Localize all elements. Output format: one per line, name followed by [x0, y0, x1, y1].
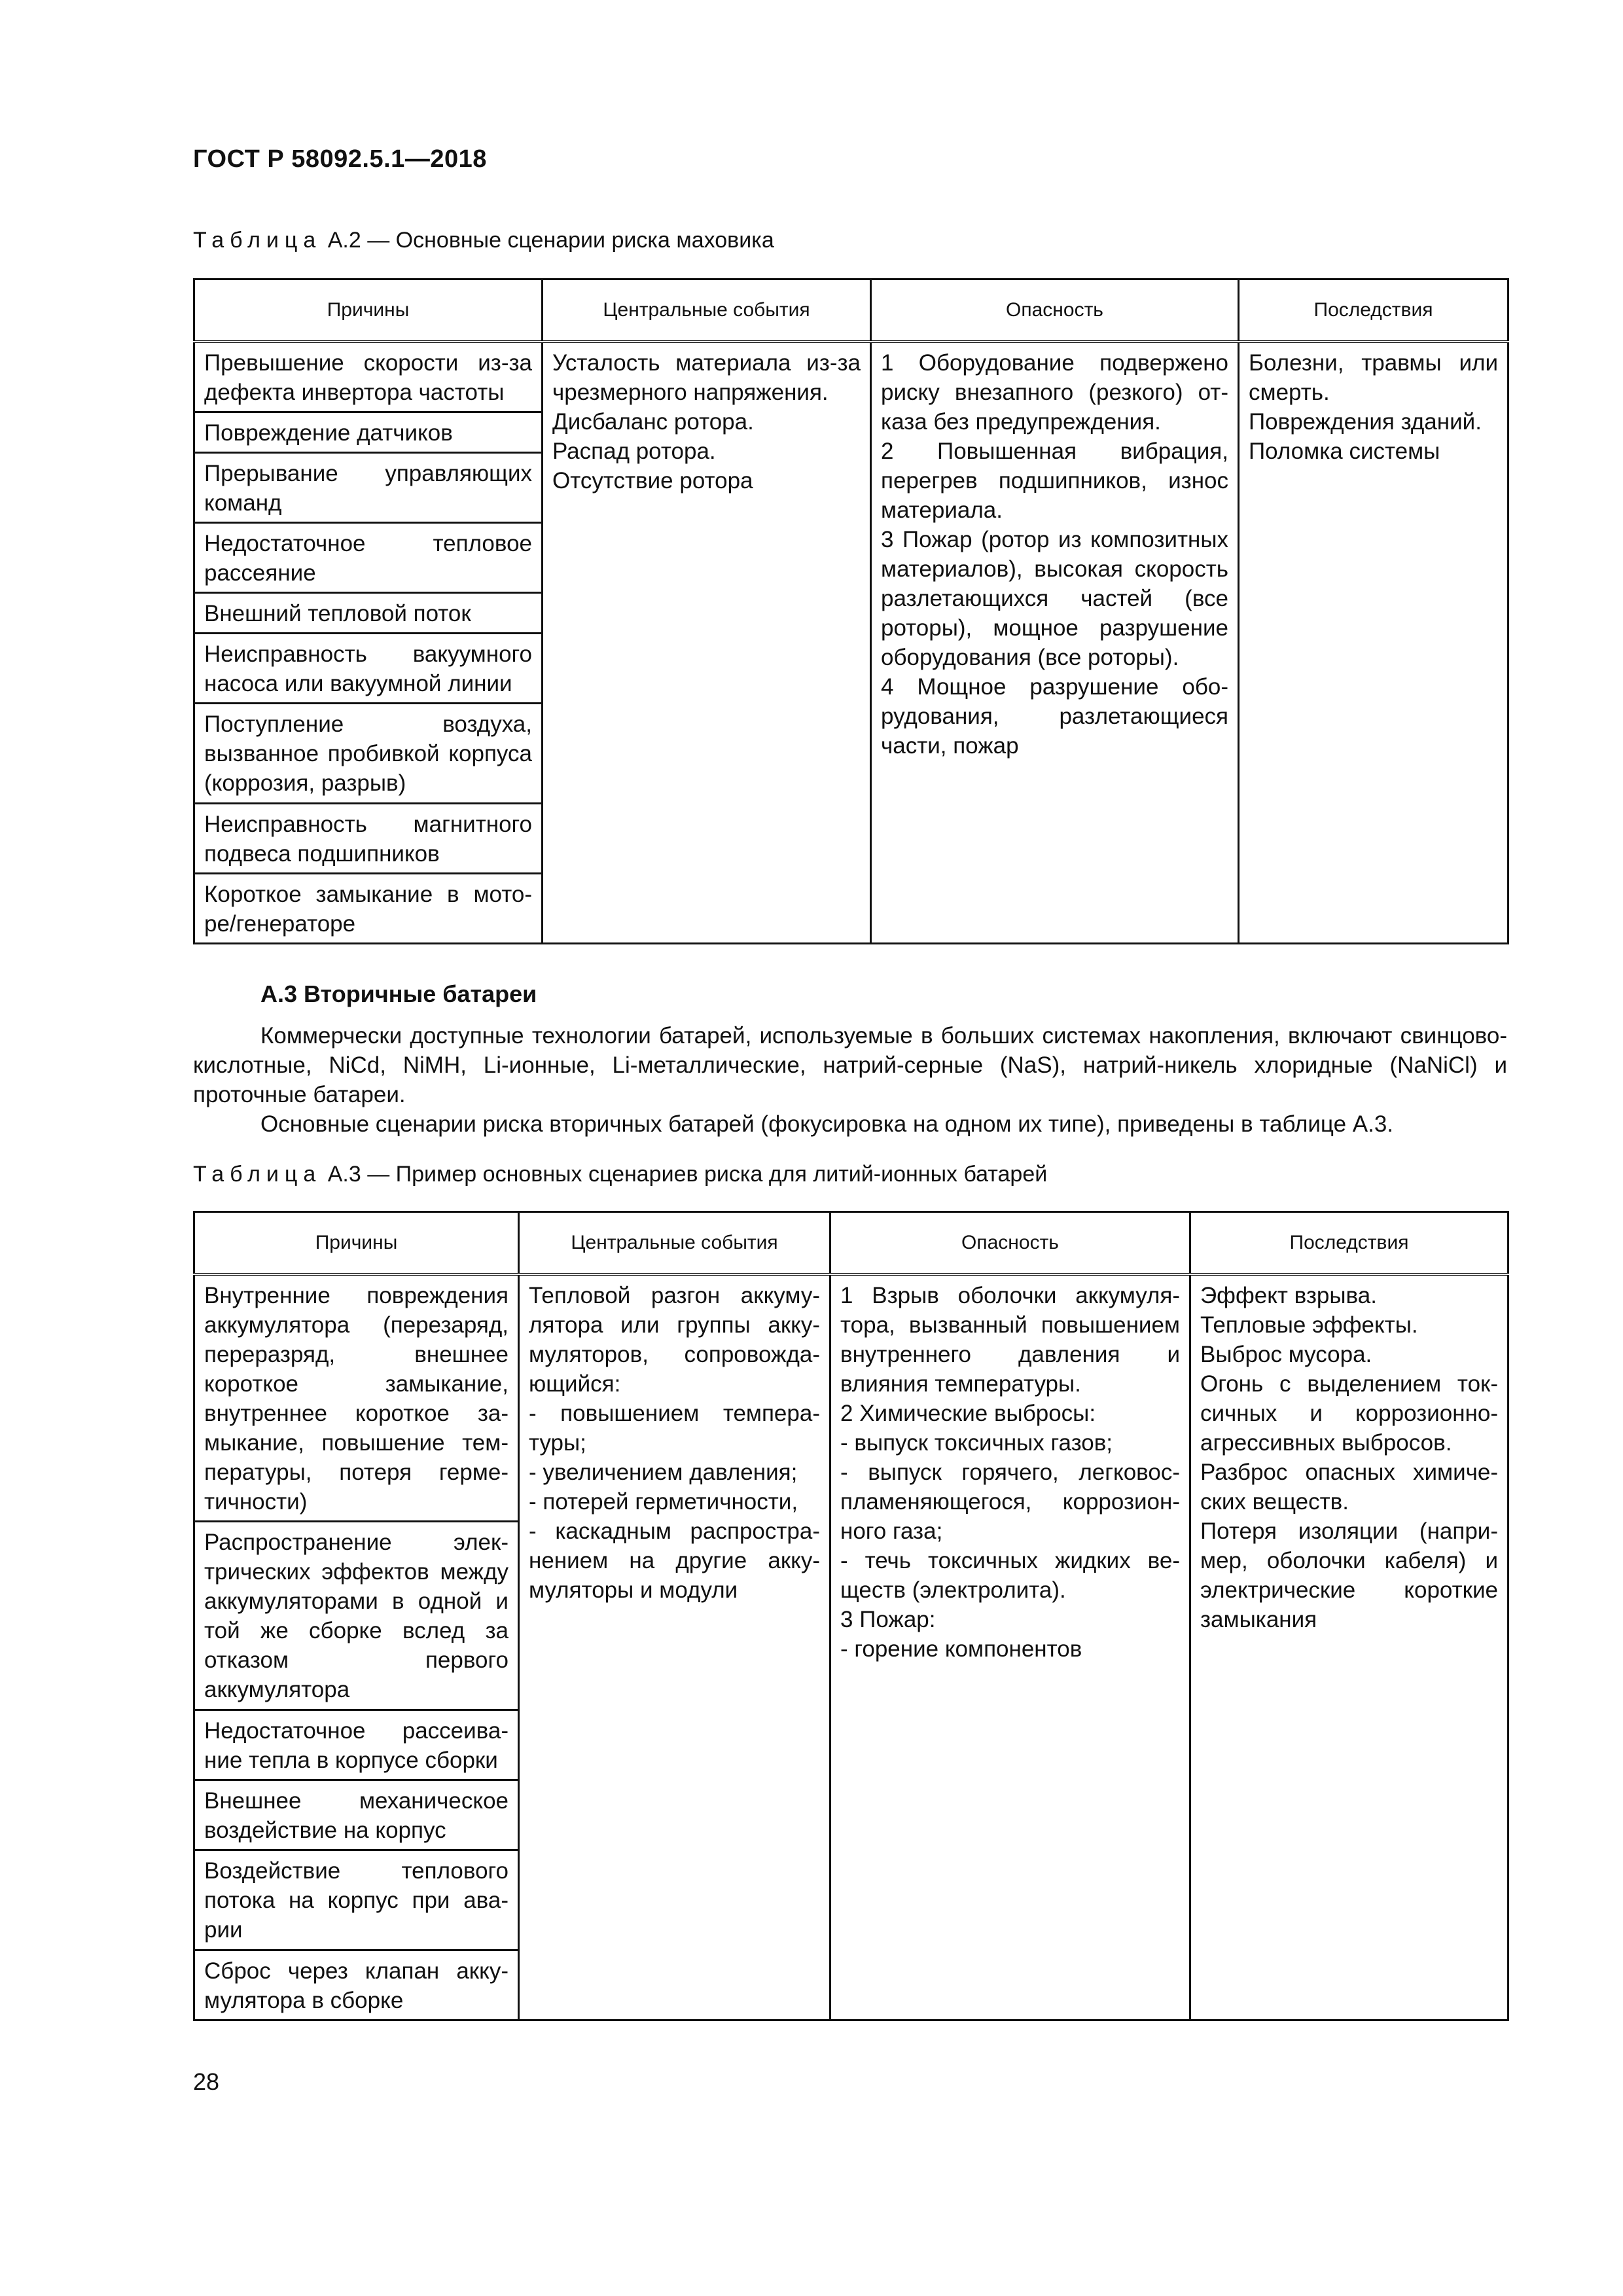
table-a3-cause-cell: Воздействие теплового потока на корпус при аварии: [194, 1850, 519, 1950]
table-a3-caption-prefix: Таблица: [193, 1162, 322, 1187]
section-a3-title: А.3 Вторичные батареи: [260, 980, 537, 1007]
document-header-standard-id: ГОСТ Р 58092.5.1—2018: [193, 145, 487, 173]
table-a3-li-ion-risk: [193, 1211, 1509, 2021]
table-a3-caption-text: А.3 — Пример основных сценариев риска для литий-ионных батарей: [321, 1162, 1048, 1187]
table-a3-caption: [193, 1162, 1047, 1187]
table-a2-cause-cell: Поступление воздуха, вызванное пробивкой корпуса (коррозия, разрыв): [194, 703, 543, 803]
table-row: [194, 342, 1508, 412]
table-a3-header-hazards: Опасность: [830, 1212, 1190, 1274]
table-a3-cause-cell: Недостаточное рассеивание тепла в корпусе сборки: [194, 1710, 519, 1780]
table-a2-consequences-cell: Болезни, травмы или смерть. Повреждения зданий. Поломка системы: [1239, 342, 1508, 944]
table-a2-cause-cell: Недостаточное тепловое рассеяние: [194, 522, 543, 592]
table-a2-caption: [193, 228, 774, 253]
table-a2-caption-text: А.2 — Основные сценарии риска маховика: [321, 228, 774, 253]
table-a3-cause-cell: Распространение электрических эффектов между аккумуляторами в одной и той же сборке вслед за отказом первого аккумулятора: [194, 1521, 519, 1710]
table-a3-cause-cell: Внутренние повреждения аккумулятора (перезаряд, переразряд, внешнее короткое замыкание, внутреннее короткое замыкание, повышение температуры, потеря герметичности): [194, 1274, 519, 1522]
table-a3-header-central-events: Центральные события: [519, 1212, 830, 1274]
section-a3-paragraph-1: Коммерчески доступные технологии батарей, используемые в больших системах накопления, включают свинцово-кислотные, NiCd, NiMH, Li-ионные, Li-металлические, натрий-серные (NaS), натрий-никель хлоридные (NaNiCl) и проточные батареи.: [193, 1023, 1507, 1107]
table-a2-header-row: [194, 279, 1508, 342]
table-a3-central-events-cell: Тепловой разгон аккумулятора или группы аккумуляторов, сопровождающийся: - повышением температуры; - увеличением давления; - потерей герметичности, - каскадным распространением на другие аккумуляторы и модули: [519, 1274, 830, 2020]
table-a2-cause-cell: Короткое замыкание в моторе/генераторе: [194, 873, 543, 943]
section-a3-paragraph-2: Основные сценарии риска вторичных батарей (фокусировка на одном их типе), приведены в таблице А.3.: [260, 1111, 1394, 1137]
table-a2-cause-cell: Неисправность вакуумного насоса или вакуумной линии: [194, 633, 543, 703]
table-a3-cause-cell: Внешнее механическое воздействие на корпус: [194, 1780, 519, 1850]
table-a2-header-hazards: Опасность: [871, 279, 1239, 342]
table-a3-header-row: [194, 1212, 1508, 1274]
table-row: [194, 1274, 1508, 1522]
table-a3-cause-cell: Сброс через клапан аккумулятора в сборке: [194, 1950, 519, 2020]
table-a2-header-causes: Причины: [194, 279, 543, 342]
table-a2-cause-cell: Внешний тепловой поток: [194, 592, 543, 633]
page-number: 28: [193, 2068, 220, 2095]
table-a2-cause-cell: Повреждение датчиков: [194, 412, 543, 452]
table-a3-consequences-cell: Эффект взрыва. Тепловые эффекты. Выброс мусора. Огонь с выделением токсичных и коррозионно-агрессивных выбросов. Разброс опасных химических веществ. Потеря изоляции (например, оболочки кабеля) и электрические короткие замыкания: [1190, 1274, 1508, 2020]
table-a2-cause-cell: Прерывание управляющих команд: [194, 452, 543, 522]
table-a3-header-causes: Причины: [194, 1212, 519, 1274]
table-a2-header-central-events: Центральные события: [543, 279, 871, 342]
table-a2-central-events-cell: Усталость материала из-за чрезмерного напряжения. Дисбаланс ротора. Распад ротора. Отсутствие ротора: [543, 342, 871, 944]
table-a2-flywheel-risk: [193, 278, 1509, 944]
table-a2-cause-cell: Превышение скорости из-за дефекта инвертора частоты: [194, 342, 543, 412]
table-a2-header-consequences: Последствия: [1239, 279, 1508, 342]
table-a3-hazards-cell: 1 Взрыв оболочки аккумулятора, вызванный повышением внутреннего давления и влияния температуры. 2 Химические выбросы: - выпуск токсичных газов; - выпуск горячего, легковоспламеняющегося, коррозионного газа; - течь токсичных жидких веществ (электролита). 3 Пожар: - горение компонентов: [830, 1274, 1190, 2020]
table-a2-caption-prefix: Таблица: [193, 228, 322, 253]
table-a3-header-consequences: Последствия: [1190, 1212, 1508, 1274]
table-a2-cause-cell: Неисправность магнитного подвеса подшипников: [194, 803, 543, 873]
table-a2-hazards-cell: 1 Оборудование подвержено риску внезапного (резкого) отказа без предупреждения. 2 Повышенная вибрация, перегрев подшипников, износ материала. 3 Пожар (ротор из композитных материалов), высокая скорость разлетающихся частей (все роторы), мощное разрушение оборудования (все роторы). 4 Мощное разрушение оборудования, разлетающиеся части, пожар: [871, 342, 1239, 944]
